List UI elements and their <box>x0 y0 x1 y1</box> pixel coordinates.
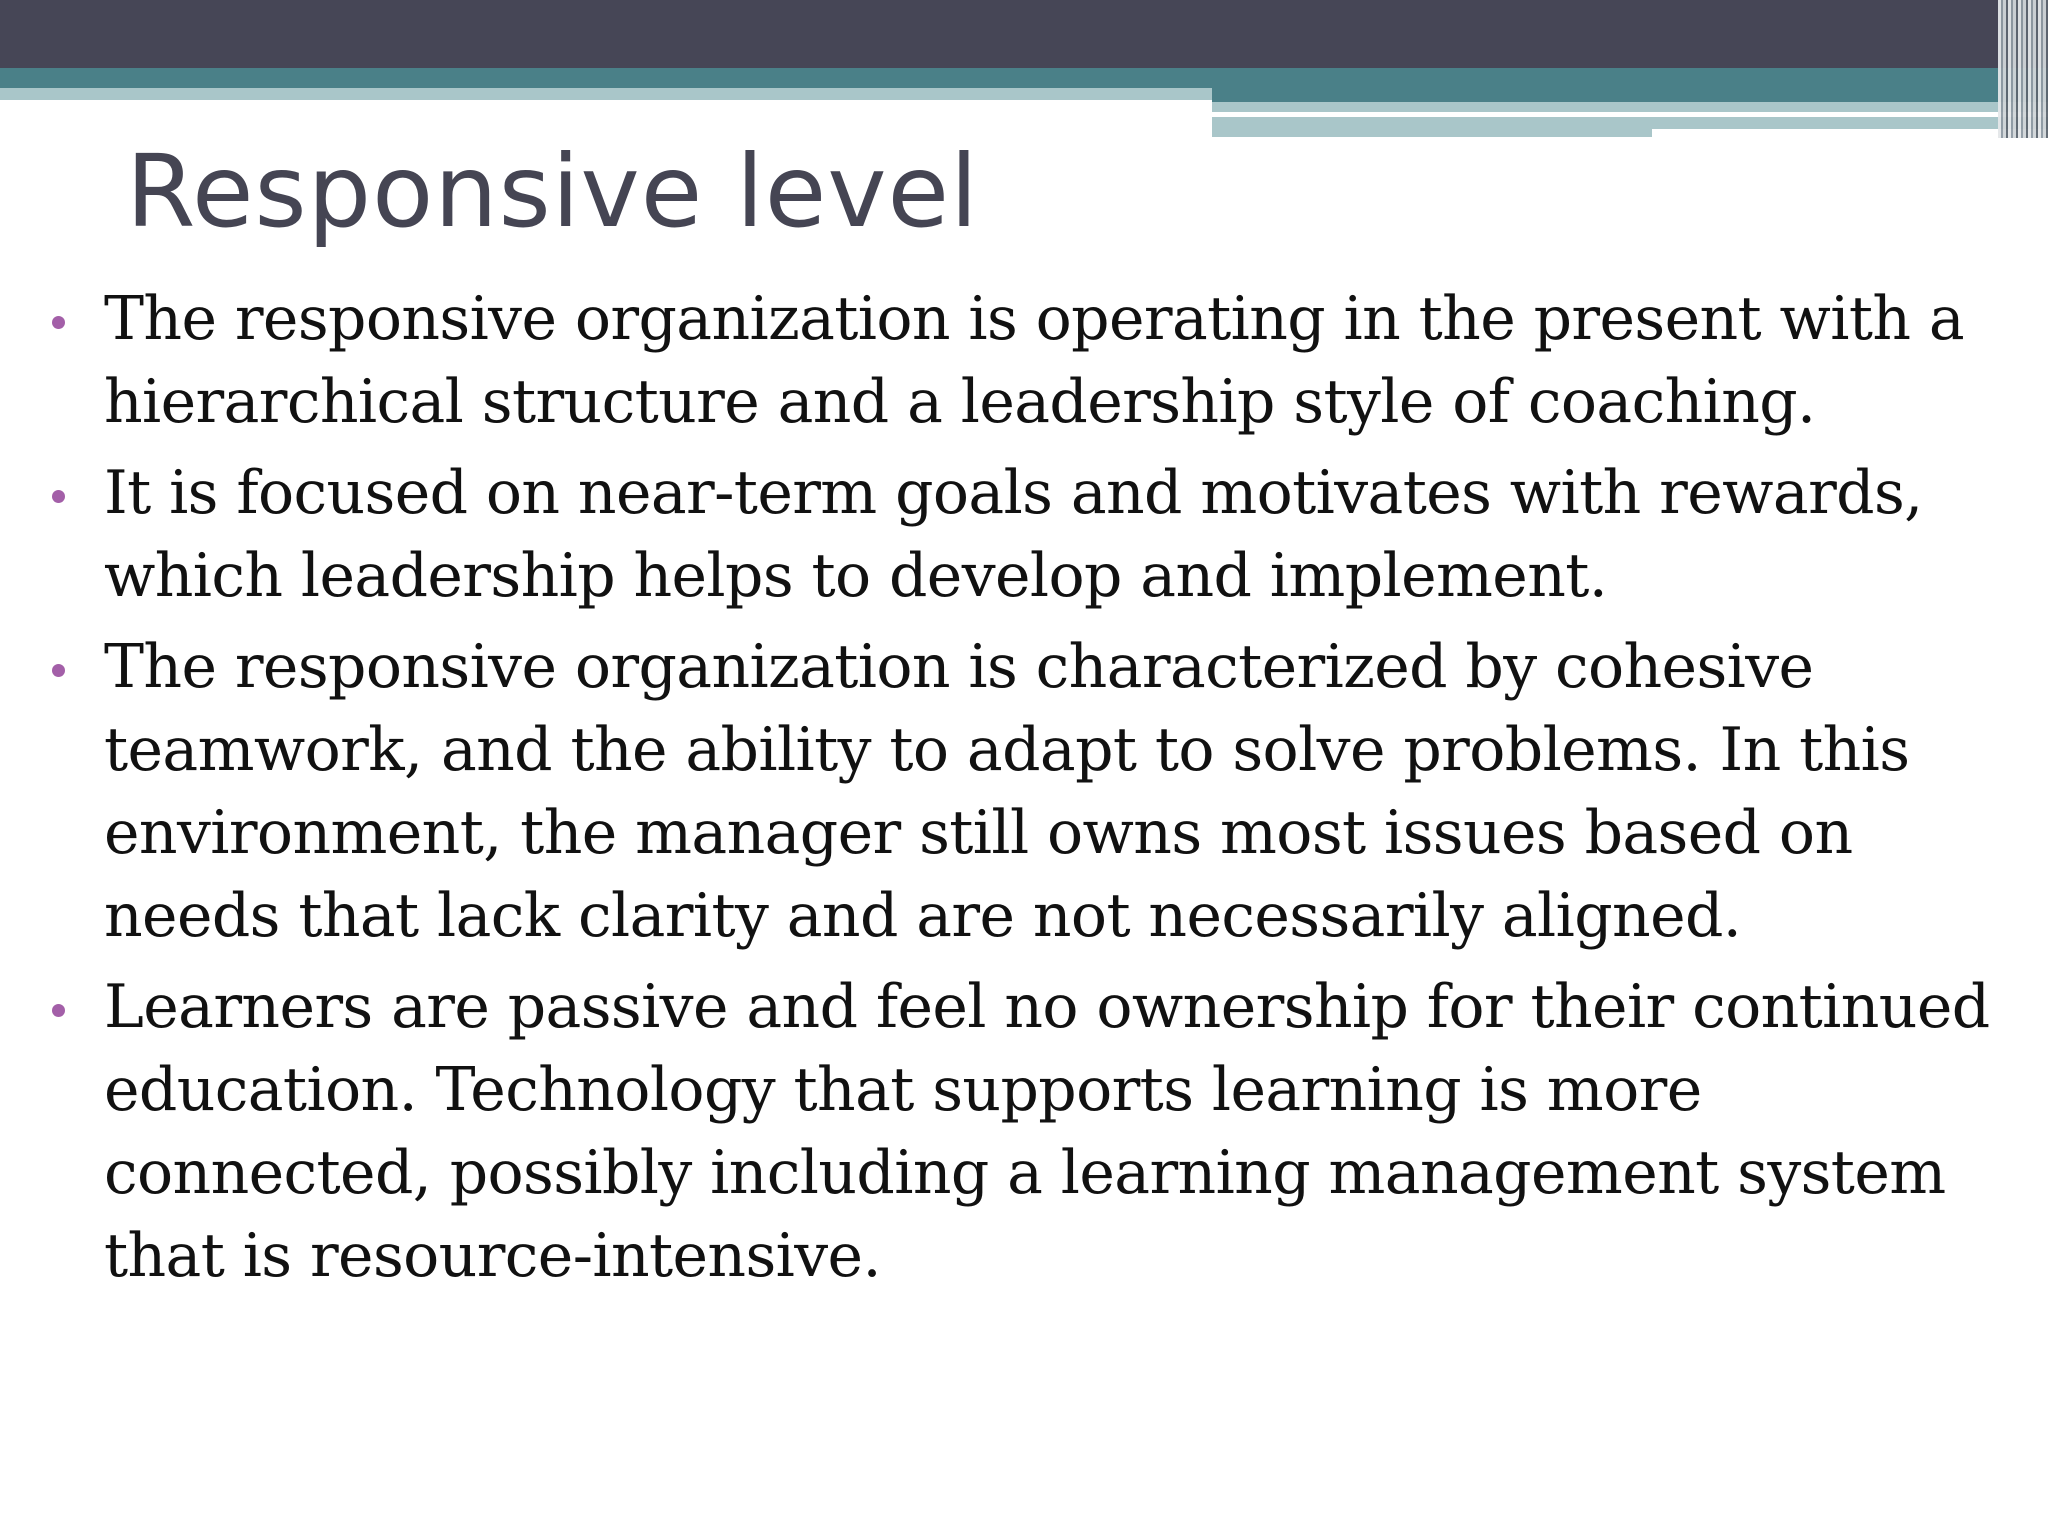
bullet-text: The responsive organization is characterized by cohesive teamwork, and the ability to adapt to solve problems. In this environment, the manager still owns most issues based on needs that lack clarity and are not necessarily aligned. <box>104 632 1910 951</box>
header-light-band-left <box>0 88 1212 100</box>
header-teal-band <box>0 68 2048 88</box>
header-white-notch <box>1652 129 2048 137</box>
header-teal-band-right <box>1212 88 2048 102</box>
bullet-text: It is focused on near-term goals and motivates with rewards, which leadership helps to develop and implement. <box>104 458 1923 611</box>
slide-title: Responsive level <box>126 133 979 250</box>
header-dark-band <box>0 0 2048 68</box>
bullet-item <box>40 452 2010 618</box>
header-light-band-right-3 <box>1212 129 1652 137</box>
bullet-item <box>40 966 2010 1298</box>
header-light-band-right-1 <box>1212 102 2048 112</box>
bullet-text: Learners are passive and feel no ownership for their continued education. Technology that supports learning is more connected, possibly including a learning management system that is resource-intensive. <box>104 972 1990 1291</box>
bullet-item <box>40 626 2010 958</box>
bullet-dot-icon <box>52 490 65 503</box>
header-light-band-right-2 <box>1212 117 2048 129</box>
header-stripes-decoration <box>1998 0 2048 138</box>
bullet-item <box>40 278 2010 444</box>
bullet-dot-icon <box>52 1004 65 1017</box>
bullet-text: The responsive organization is operating in the present with a hierarchical structure and a leadership style of coaching. <box>104 284 1965 437</box>
bullet-list <box>40 278 2010 1306</box>
bullet-dot-icon <box>52 664 65 677</box>
bullet-dot-icon <box>52 316 65 329</box>
